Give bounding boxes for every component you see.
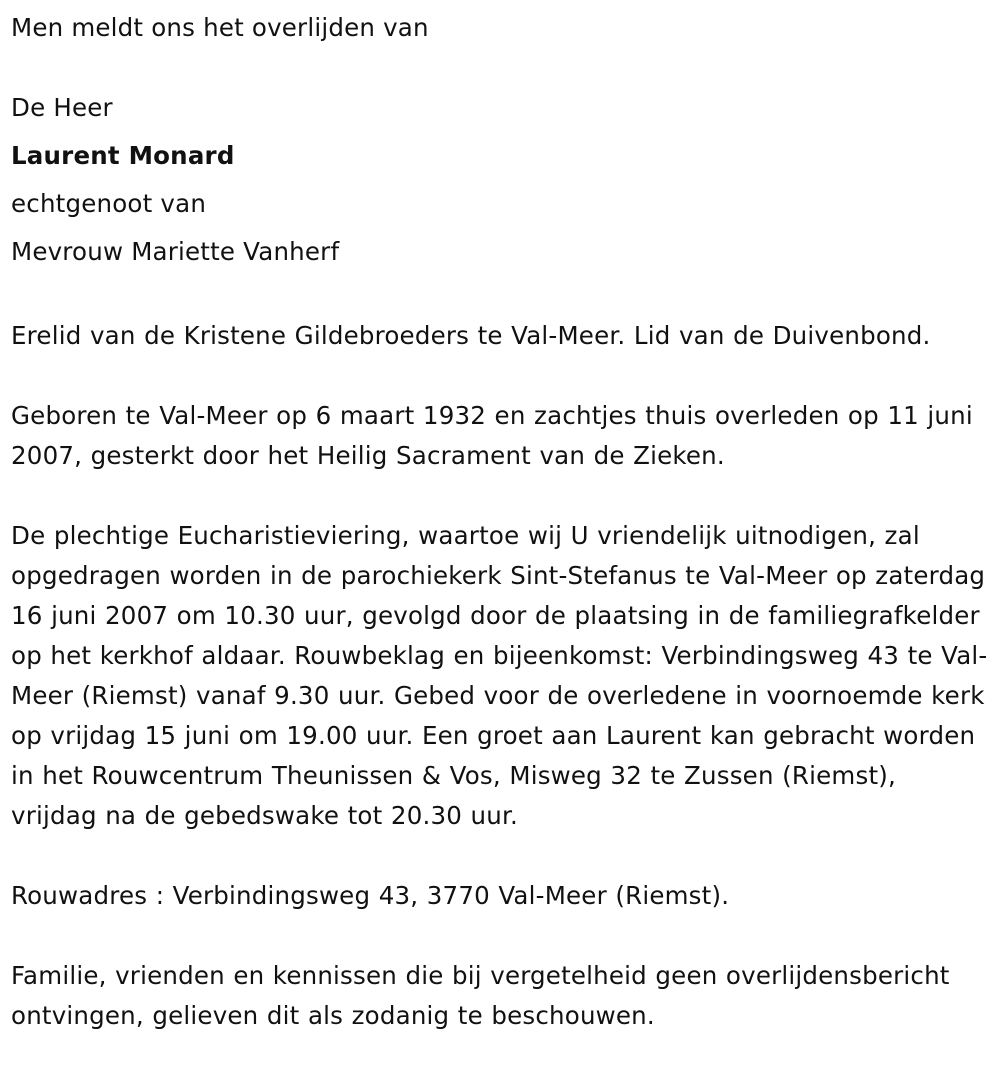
deceased-name-block [11,84,990,276]
memberships-paragraph: Erelid van de Kristene Gildebroeders te Val-Meer. Lid van de Duivenbond. [11,321,931,350]
spacer [11,356,990,396]
spacer [11,916,990,956]
honorific: De Heer [11,93,113,122]
spacer [11,48,990,84]
funeral-address: Rouwadres : Verbindingsweg 43, 3770 Val-Meer (Riemst). [11,881,730,910]
relation-text: echtgenoot van [11,189,207,218]
spacer [11,836,990,876]
birth-death-paragraph: Geboren te Val-Meer op 6 maart 1932 en zachtjes thuis overleden op 11 juni 2007, gesterkt door het Heilig Sacrament van de Zieken. [11,401,973,470]
spouse-name: Mevrouw Mariette Vanherf [11,237,340,266]
spacer [11,476,990,516]
intro-text: Men meldt ons het overlijden van [11,13,429,42]
ceremony-paragraph: De plechtige Eucharistieviering, waartoe wij U vriendelijk uitnodigen, zal opgedragen worden in de parochiekerk Sint-Stefanus te Val-Meer op zaterdag 16 juni 2007 om 10.30 uur, gevolgd door de plaatsing in de familiegrafkelder op het kerkhof aldaar. Rouwbeklag en bijeenkomst: Verbindingsweg 43 te Val-Meer (Riemst) vanaf 9.30 uur. Gebed voor de overledene in voornoemde kerk op vrijdag 15 juni om 19.00 uur. Een groet aan Laurent kan gebracht worden in het Rouwcentrum Theunissen & Vos, Misweg 32 te Zussen (Riemst), vrijdag na de gebedswake tot 20.30 uur. [11,521,988,830]
closing-paragraph: Familie, vrienden en kennissen die bij vergetelheid geen overlijdensbericht ontvingen, gelieven dit als zodanig te beschouwen. [11,961,950,1030]
spacer [11,276,990,316]
deceased-name: Laurent Monard [11,141,235,170]
